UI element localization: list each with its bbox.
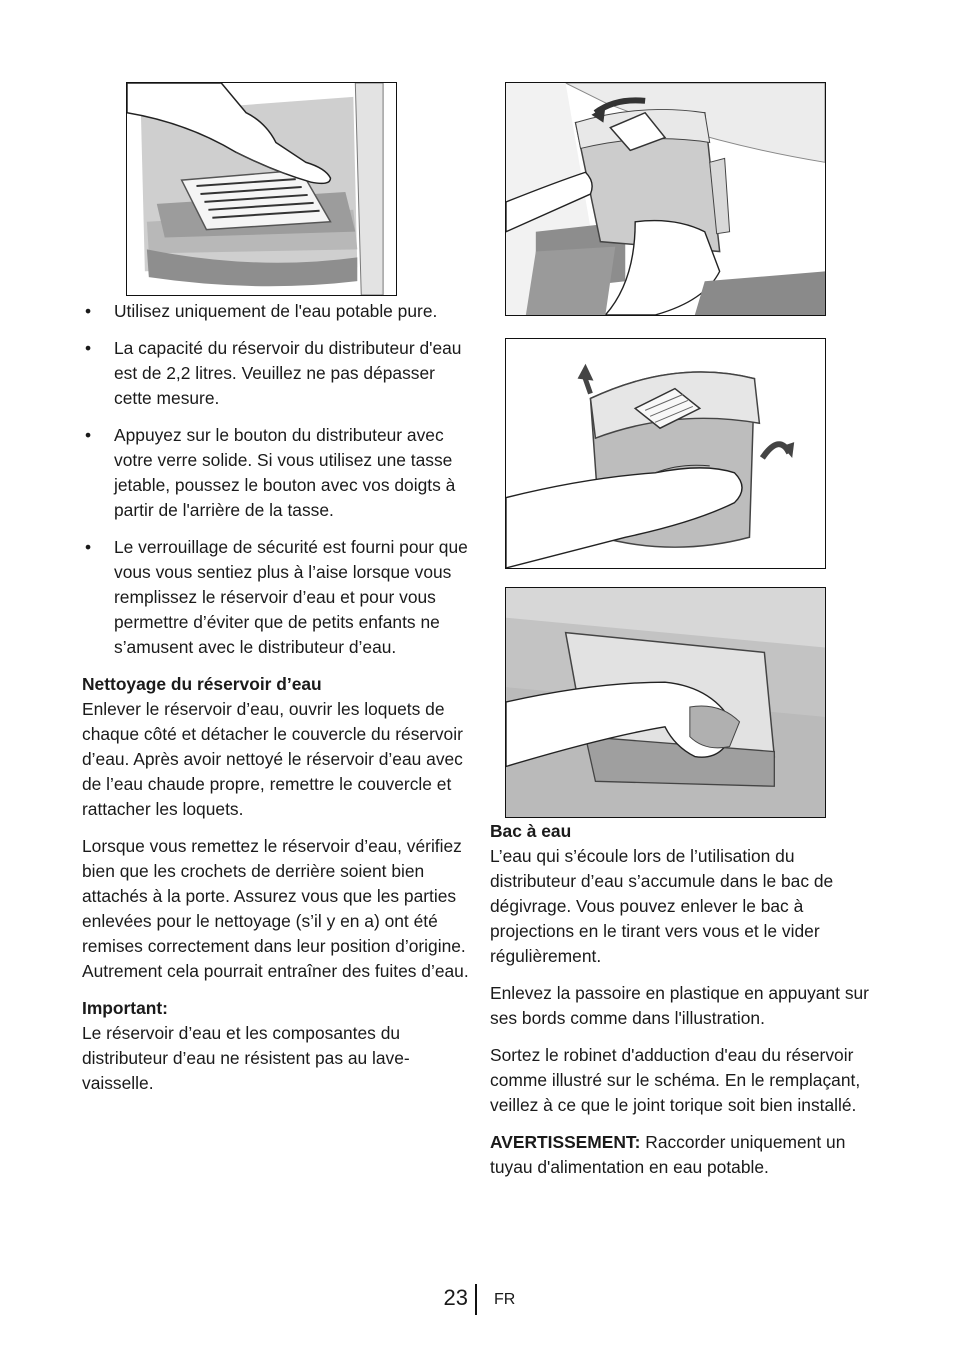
tray-heading: Bac à eau xyxy=(490,821,572,841)
page-footer xyxy=(0,1283,954,1315)
tap-text: Sortez le robinet d'adduction d'eau du réservoir comme illustré sur le schéma. En le remplaçant, veillez à ce que le joint torique soit bien installé. xyxy=(490,1045,861,1115)
tank-removal-drawing xyxy=(506,83,825,315)
right-text-column xyxy=(490,819,872,1192)
reinstall-text: Lorsque vous remettez le réservoir d’eau, vérifiez bien que les crochets de derrière soient bien attachés à la porte. Assurez vous que les parties enlevées pour le nettoyage (s’il y en a) ont été remises correctement dans leur position d’origine. Autrement cela pourrait entraîner des fuites d’eau. xyxy=(82,836,469,981)
tank-latch-illustration xyxy=(505,338,826,569)
warning-label: AVERTISSEMENT: xyxy=(490,1132,641,1152)
left-text-column xyxy=(82,299,474,1108)
safety-bullet-list xyxy=(82,299,474,660)
warning-paragraph xyxy=(490,1130,872,1180)
warning-text: Raccorder uniquement un tuyau d'alimentation en eau potable. xyxy=(490,1132,846,1177)
tray-cleaning-illustration xyxy=(505,587,826,818)
important-text: Le réservoir d’eau et les composantes du distributeur d’eau ne résistent pas au lave-vaisselle. xyxy=(82,1023,410,1093)
page-number: 23 xyxy=(443,1285,468,1310)
bullet-tank-capacity: • La capacité du réservoir du distributeur d'eau est de 2,2 litres. Veuillez ne pas dépasser cette mesure. xyxy=(82,336,474,411)
footer-separator xyxy=(475,1284,477,1315)
tray-section xyxy=(490,819,872,969)
cleaning-section xyxy=(82,672,474,822)
tank-latch-drawing xyxy=(506,339,825,568)
tray-cleaning-drawing xyxy=(506,588,825,817)
bullet-potable-water: • Utilisez uniquement de l'eau potable pure. xyxy=(82,299,474,324)
drip-tray-drawing xyxy=(127,83,396,295)
bullet-safety-lock: • Le verrouillage de sécurité est fourni pour que vous vous sentiez plus à l’aise lorsque vous remplissez le réservoir d’eau et pour vous permettre d’éviter que de petits enfants ne s’amusent avec le distributeur d’eau. xyxy=(82,535,474,660)
bullet-dispenser-button: • Appuyez sur le bouton du distributeur avec votre verre solide. Si vous utilisez une tasse jetable, poussez le bouton avec vos doigts à partir de l'arrière de la tasse. xyxy=(82,423,474,523)
important-heading: Important: xyxy=(82,998,168,1018)
cleaning-text: Enlever le réservoir d’eau, ouvrir les loquets de chaque côté et détacher le couvercle du réservoir d’eau. Après avoir nettoyé le réservoir d’eau avec de l’eau chaude propre, remettre le couvercle et rattacher les loquets. xyxy=(82,699,463,819)
tray-text: L’eau qui s’écoule lors de l’utilisation du distributeur d’eau s’accumule dans le bac de dégivrage. Vous pouvez enlever le bac à projections en le tirant vers vous et le vider régulièrement. xyxy=(490,846,834,966)
language-code: FR xyxy=(494,1291,516,1308)
strainer-text: Enlevez la passoire en plastique en appuyant sur ses bords comme dans l'illustration. xyxy=(490,983,869,1028)
cleaning-heading: Nettoyage du réservoir d’eau xyxy=(82,674,322,694)
drip-tray-illustration xyxy=(126,82,397,296)
tank-removal-illustration xyxy=(505,82,826,316)
important-section xyxy=(82,996,474,1096)
